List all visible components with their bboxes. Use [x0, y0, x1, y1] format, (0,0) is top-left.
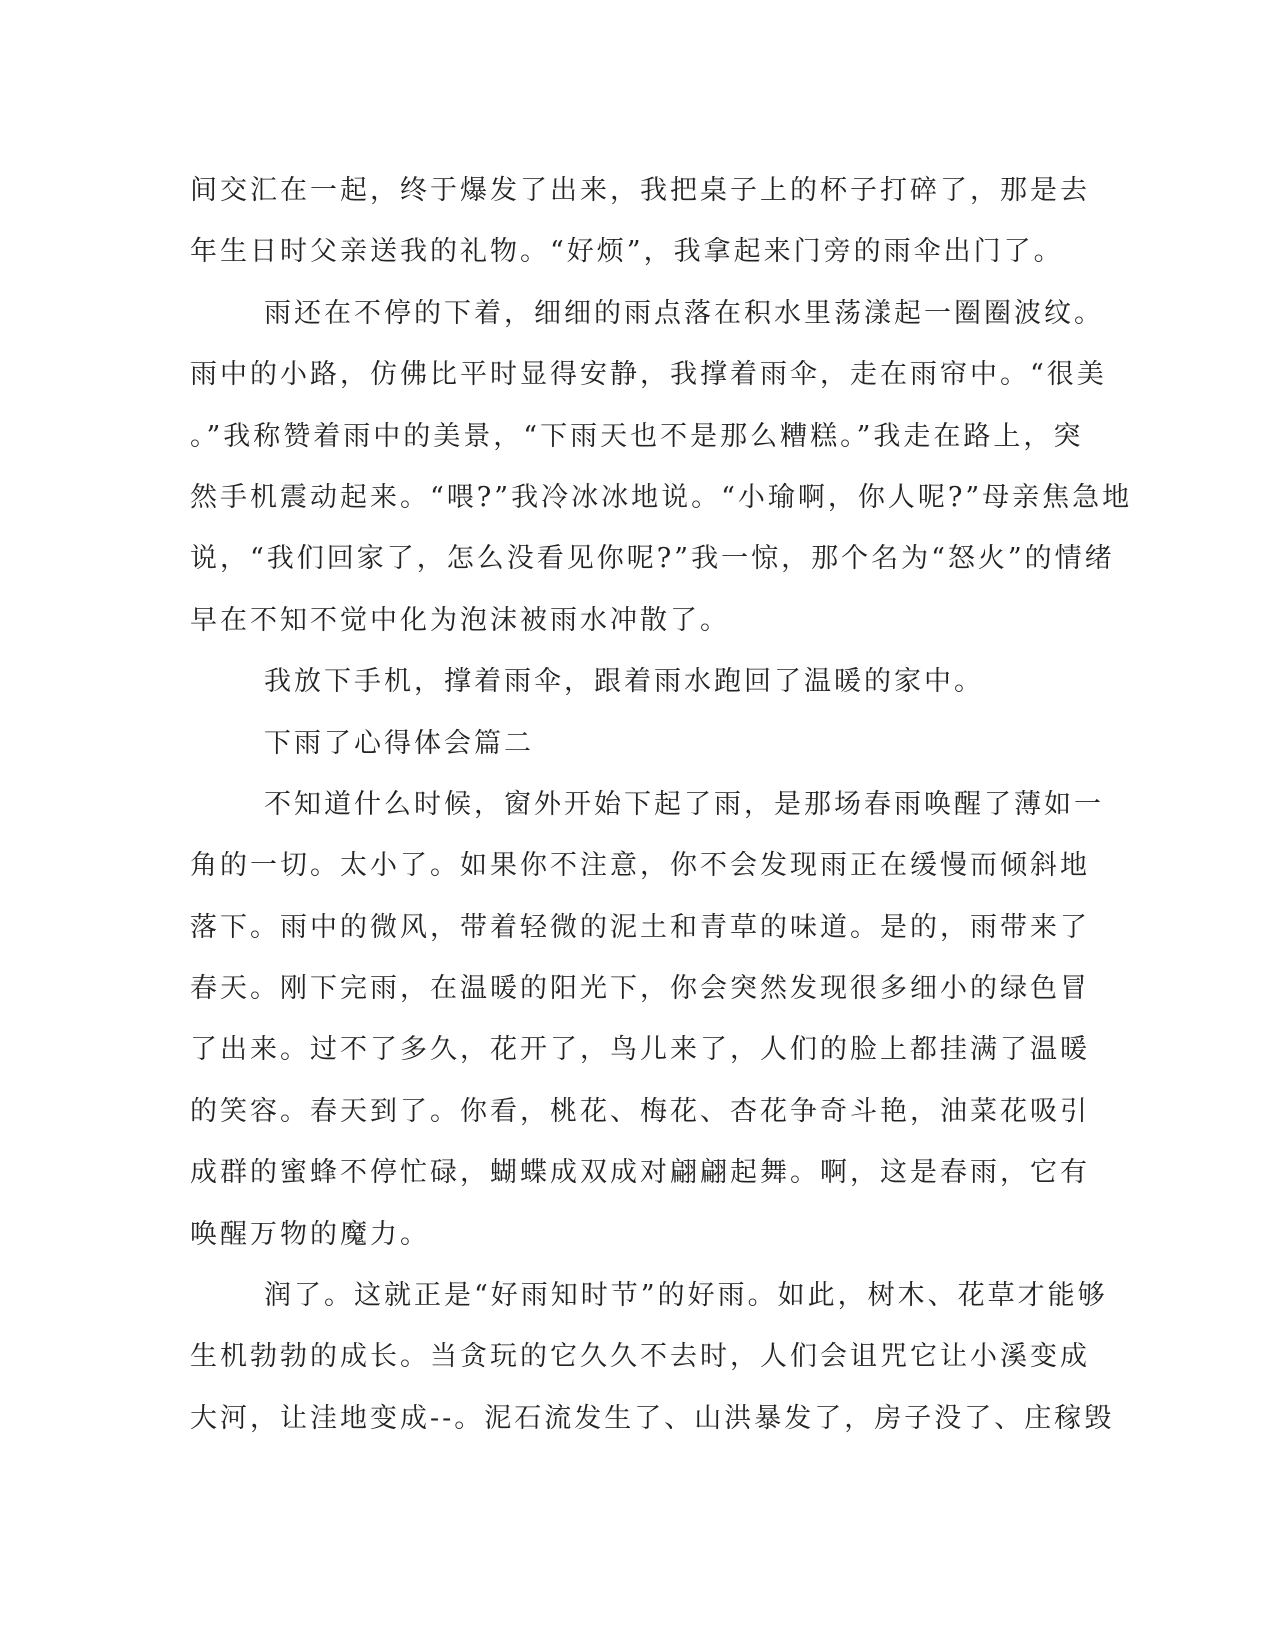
text-line: 春天。刚下完雨，在温暖的阳光下，你会突然发现很多细小的绿色冒	[190, 973, 1090, 1005]
text-line: 落下。雨中的微风，带着轻微的泥土和青草的味道。是的，雨带来了	[190, 911, 1090, 943]
text-line: 。”我称赞着雨中的美景，“下雨天也不是那么糟糕。”我走在路上，突	[190, 420, 1084, 452]
text-line: 大河，让洼地变成--。泥石流发生了、山洪暴发了，房子没了、庄稼毁	[190, 1402, 1115, 1434]
body-text	[190, 160, 1133, 1449]
text-line: 不知道什么时候，窗外开始下起了雨，是那场春雨唤醒了薄如一	[264, 788, 1104, 820]
text-line: 雨还在不停的下着，细细的雨点落在积水里荡漾起一圈圈波纹。	[264, 297, 1104, 329]
text-line: 生机勃勃的成长。当贪玩的它久久不去时，人们会诅咒它让小溪变成	[190, 1341, 1090, 1373]
section-heading: 下雨了心得体会篇二	[264, 727, 534, 759]
text-line: 成群的蜜蜂不停忙碌，蝴蝶成双成对翩翩起舞。啊，这是春雨，它有	[190, 1157, 1090, 1189]
text-line: 雨中的小路，仿佛比平时显得安静，我撑着雨伞，走在雨帘中。“很美	[190, 359, 1107, 391]
text-line: 角的一切。太小了。如果你不注意，你不会发现雨正在缓慢而倾斜地	[190, 850, 1090, 882]
text-line: 说，“我们回家了，怎么没看见你呢?”我一惊，那个名为“怒火”的情绪	[190, 543, 1115, 575]
text-line: 早在不知不觉中化为泡沫被雨水冲散了。	[190, 604, 730, 636]
text-line: 润了。这就正是“好雨知时节”的好雨。如此，树木、花草才能够	[264, 1280, 1108, 1312]
text-line: 我放下手机，撑着雨伞，跟着雨水跑回了温暖的家中。	[264, 666, 984, 698]
text-line: 间交汇在一起，终于爆发了出来，我把桌子上的杯子打碎了，那是去	[190, 175, 1090, 206]
text-line: 唤醒万物的魔力。	[190, 1218, 430, 1250]
text-line: 的笑容。春天到了。你看，桃花、梅花、杏花争奇斗艳，油菜花吸引	[190, 1095, 1090, 1127]
text-line: 然手机震动起来。“喂?”我冷冰冰地说。“小瑜啊，你人呢?”母亲焦急地	[190, 481, 1133, 513]
text-line: 年生日时父亲送我的礼物。“好烦”，我拿起来门旁的雨伞出门了。	[190, 236, 1064, 268]
text-line: 了出来。过不了多久，花开了，鸟儿来了，人们的脸上都挂满了温暖	[190, 1034, 1090, 1066]
